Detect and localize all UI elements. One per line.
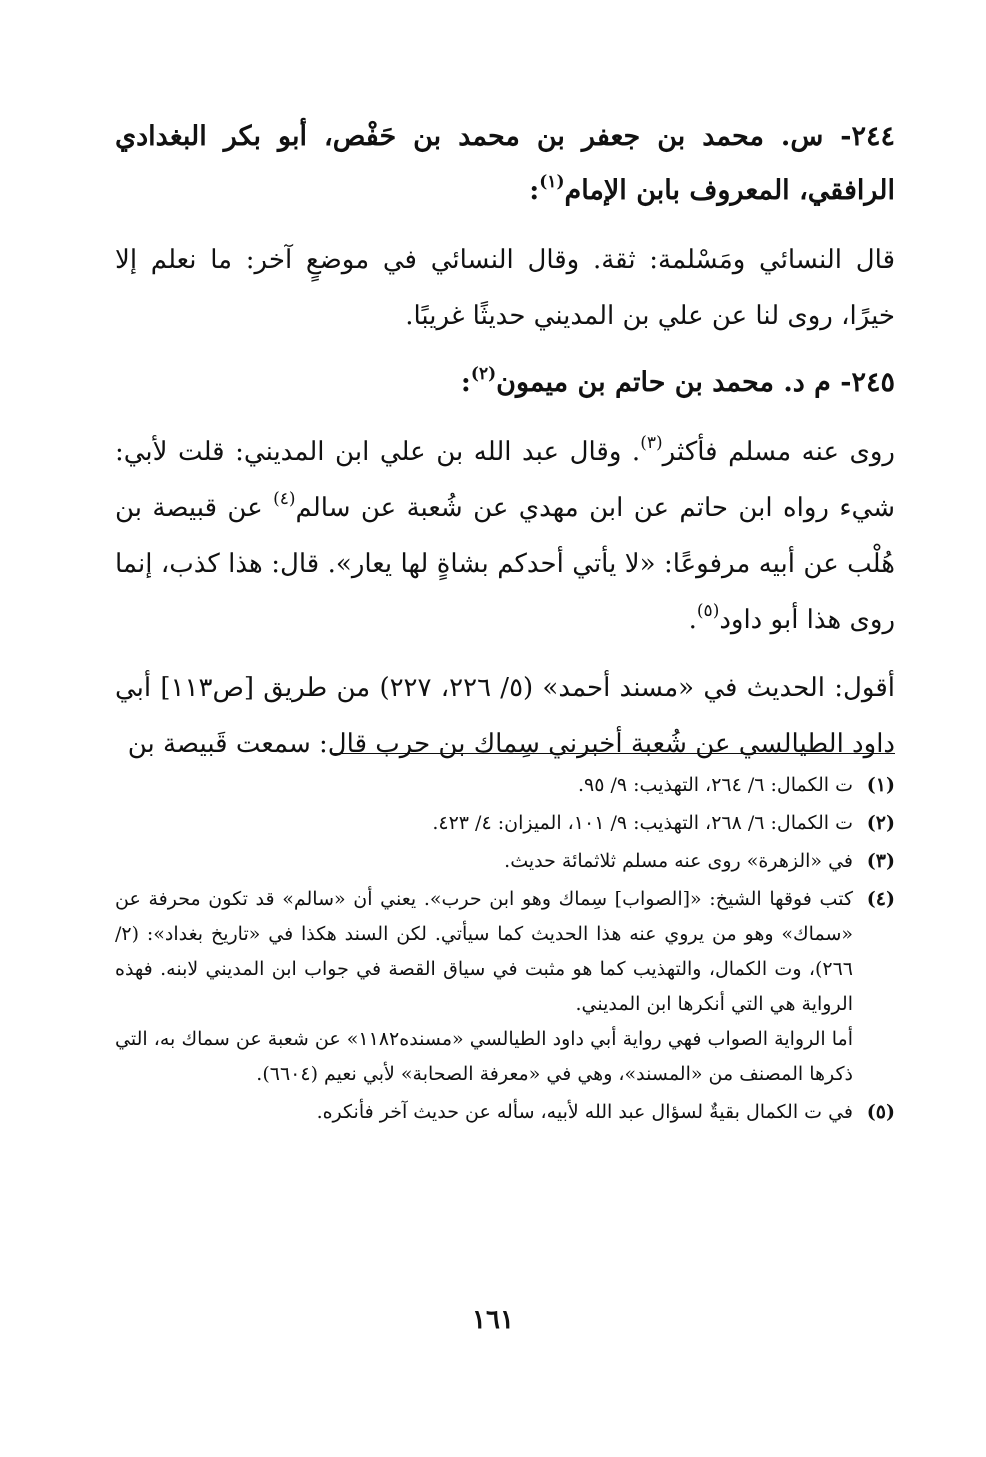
footnote-marker: (١) — [866, 774, 895, 796]
footnote-ref[interactable]: (٥) — [696, 601, 720, 622]
footnote-ref[interactable]: (١) — [539, 172, 565, 193]
footnote-ref[interactable]: (٢) — [470, 364, 497, 385]
text-run: عن قبيصة بن هُلْب عن أبيه مرفوعًا: «لا يأتي أحدكم بشاةٍ لها يعار». قال: هذا كذب، إنما روى هذا أبو داود — [115, 493, 895, 635]
paragraph-aqul: أقول: الحديث في «مسند أحمد» (٥/ ٢٢٦، ٢٢٧) من طريق [ص١١٣] أبي داود الطيالسي عن شُعبة أخبرني سِماك بن حرب قال: سمعت قَبيصة بن — [115, 673, 895, 759]
footnote-marker: (٥) — [866, 1101, 895, 1123]
footnote-1 — [115, 768, 895, 803]
footnote-text: في «الزهرة» روى عنه مسلم ثلاثمائة حديث. — [504, 850, 853, 872]
footnote-marker: (٢) — [866, 812, 895, 834]
text-run: . — [688, 605, 697, 635]
entry-tail: : — [529, 175, 540, 206]
footnote-separator — [333, 753, 895, 754]
footnote-2 — [115, 806, 895, 841]
entry-heading-245 — [115, 356, 895, 410]
paragraph-nasai: قال النسائي ومَسْلمة: ثقة. وقال النسائي في موضعٍ آخر: ما نعلم إلا خيرًا، روى لنا عن علي بن المديني حديثًا غريبًا. — [115, 245, 895, 331]
entry-tail: : — [460, 367, 471, 398]
text-run: روى عنه مسلم فأكثر — [662, 437, 895, 467]
entry-number: ٢٤٥ — [851, 367, 895, 398]
paragraph-muslim — [115, 424, 895, 648]
entry-title: - س. محمد بن جعفر بن محمد بن حَفْص، أبو بكر البغدادي الرافقي، المعروف بابن الإمام — [115, 121, 895, 206]
footnote-marker: (٣) — [866, 850, 895, 872]
footnote-text: ت الكمال: ٦/ ٢٦٤، التهذيب: ٩/ ٩٥. — [577, 774, 853, 796]
footnote-text-continued: أما الرواية الصواب فهي رواية أبي داود الطيالسي «مسنده١١٨٢» عن شعبة عن سماك به، التي ذكرها المصنف من «المسند»، وهي في «معرفة الصحابة» لأبي نعيم (٦٦٠٤). — [115, 1028, 853, 1085]
footnote-5 — [115, 1095, 895, 1130]
footnote-text: ت الكمال: ٦/ ٢٦٨، التهذيب: ٩/ ١٠١، الميزان: ٤/ ٤٢٣. — [432, 812, 853, 834]
footnote-3 — [115, 844, 895, 879]
footnote-ref[interactable]: (٣) — [640, 433, 663, 454]
text-run: . وقال عبد الله بن علي ابن المديني: قلت لأبي: شيء رواه ابن حاتم عن ابن مهدي عن شُعبة عن سالم — [115, 437, 896, 523]
entry-heading-244 — [115, 110, 895, 218]
footnotes — [115, 768, 895, 1133]
footnote-4 — [115, 882, 895, 1092]
entry-number: ٢٤٤ — [851, 121, 895, 152]
page-number: ١٦١ — [472, 1305, 514, 1335]
footnote-ref[interactable]: (٤) — [273, 489, 296, 510]
main-text — [115, 110, 895, 784]
footnote-text: في ت الكمال بقيةٌ لسؤال عبد الله لأبيه، سأله عن حديث آخر فأنكره. — [316, 1101, 853, 1123]
footnote-text: كتب فوقها الشيخ: «[الصواب] سِماك وهو ابن حرب». يعني أن «سالم» قد تكون محرفة عن «سماك» وهو من يروي عنه هذا الحديث كما سيأتي. لكن السند هكذا في «تاريخ بغداد»: (٢/ ٢٦٦)، وت الكمال، والتهذيب كما هو مثبت في سياق القصة في جواب ابن المديني لابنه. فهذه الرواية هي التي أنكرها ابن المديني. — [115, 888, 853, 1015]
entry-title: - م د. محمد بن حاتم بن ميمون — [496, 367, 852, 398]
footnote-marker: (٤) — [866, 888, 895, 910]
